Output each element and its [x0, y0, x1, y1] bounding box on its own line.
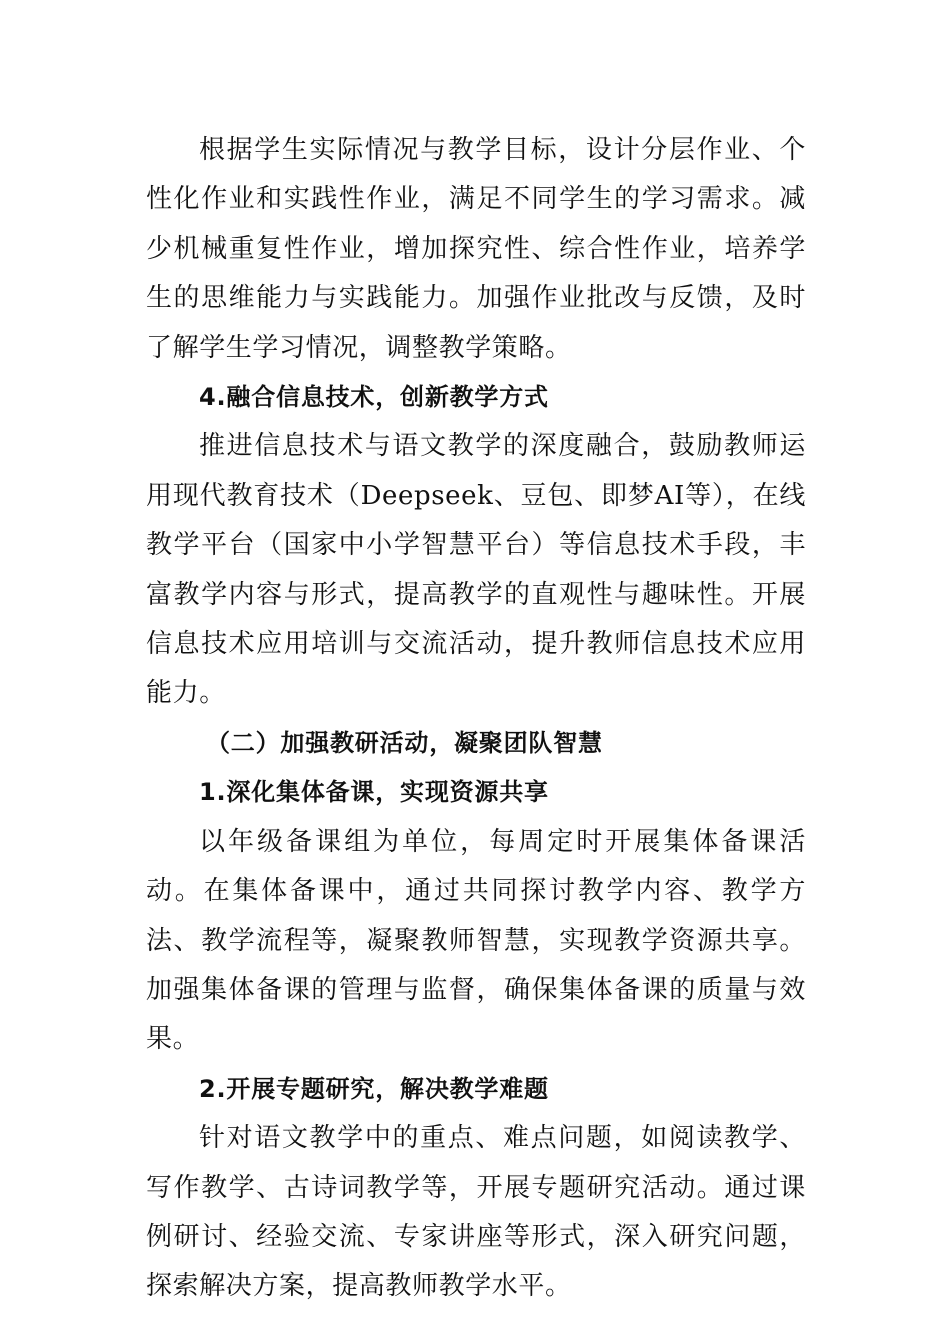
section-heading-teaching-research: （二）加强教研活动，凝聚团队智慧: [206, 728, 603, 757]
paragraph-special-topic-research: 针对语文教学中的重点、难点问题，如阅读教学、写作教学、古诗词教学等，开展专题研究活动。通过课例研讨、经验交流、专家讲座等形式，深入研究问题，探索解决方案，提高教师教学水平。: [146, 1123, 806, 1302]
heading-special-topic-research: 2.开展专题研究，解决教学难题: [199, 1074, 549, 1103]
document-body: [146, 126, 806, 1312]
heading-info-technology: 4.融合信息技术，创新教学方式: [199, 383, 549, 412]
paragraph-info-technology: 推进信息技术与语文教学的深度融合，鼓励教师运用现代教育技术（Deepseek、豆包、即梦AI等），在线教学平台（国家中小学智慧平台）等信息技术手段，丰富教学内容与形式，提高教学的直观性与趣味性。开展信息技术应用培训与交流活动，提升教师信息技术应用能力。: [146, 431, 806, 709]
paragraph-homework-design: 根据学生实际情况与教学目标，设计分层作业、个性化作业和实践性作业，满足不同学生的学习需求。减少机械重复性作业，增加探究性、综合性作业，培养学生的思维能力与实践能力。加强作业批改与反馈，及时了解学生学习情况，调整教学策略。: [146, 135, 806, 363]
paragraph-collective-lesson-prep: 以年级备课组为单位，每周定时开展集体备课活动。在集体备课中，通过共同探讨教学内容、教学方法、教学流程等，凝聚教师智慧，实现教学资源共享。加强集体备课的管理与监督，确保集体备课的质量与效果。: [146, 826, 806, 1055]
heading-collective-lesson-prep: 1.深化集体备课，实现资源共享: [199, 778, 549, 807]
